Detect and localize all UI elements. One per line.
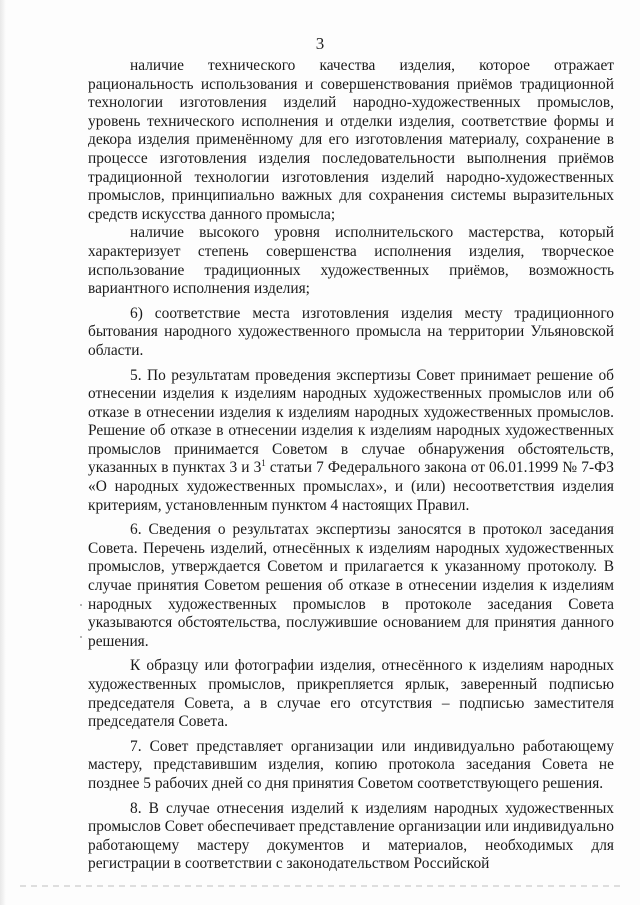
scan-speck xyxy=(80,604,82,606)
scan-edge-shadow xyxy=(0,0,6,905)
paragraph-label-attachment: К образцу или фотографии изделия, отнесённого к изделиям народных художественных промыслов, прикрепляется ярлык, заверенный подписью председателя Совета, а в случае его отсутствия – подписью заместителя председателя Совета. xyxy=(88,657,614,731)
paragraph-technical-quality: наличие технического качества изделия, которое отражает рациональность использования и совершенствования приёмов традиционной технологии изготовления изделий народно-художественных промыслов, уровень технического исполнения и отделки изделия, соответствие формы и декора изделия применённому для его изготовления материалу, сохранение в процессе изготовления изделия последовательности выполнения приёмов традиционной технологии изготовления изделий народно-художественных промыслов, принципиально важных для сохранения системы выразительных средств искусства данного промысла; xyxy=(88,57,614,223)
item-5-text-start: 5. По результатам проведения экспертизы Совет принимает решение об отнесении изделия к изделиям народных художественных промыслов или об отказе в отнесении изделия к изделиям народных художественных промыслов. Решение об отказе в отнесении изделия к изделиям народных художественных промыслов принимается Советом в случае обнаружения обстоятельств, указанных в пунктах 3 и 3 xyxy=(88,366,614,477)
document-body xyxy=(88,57,614,874)
paragraph-item-7: 7. Совет представляет организации или индивидуально работающему мастеру, представившим изделия, копию протокола заседания Совета не позднее 5 рабочих дней со дня принятия Советом соответствующего решения. xyxy=(88,737,614,792)
paragraph-item-5 xyxy=(88,367,614,516)
paragraph-mastery-level: наличие высокого уровня исполнительского мастерства, который характеризует степень совершенства исполнения изделия, творческое использование традиционных художественных приёмов, возможность вариантного исполнения изделия; xyxy=(88,224,614,298)
scan-speck xyxy=(80,636,82,638)
scan-bottom-noise xyxy=(20,885,620,887)
paragraph-item-8: 8. В случае отнесения изделий к изделиям народных художественных промыслов Совет обеспечивает представление организации или индивидуально работающему мастеру документов и материалов, необходимых для регистрации в соответствии с законодательством Российской xyxy=(88,799,614,873)
page-number: 3 xyxy=(315,34,325,53)
paragraph-criterion-6: 6) соответствие места изготовления изделия месту традиционного бытования народного художественного промысла на территории Ульяновской области. xyxy=(88,304,614,359)
paragraph-item-6: 6. Сведения о результатах экспертизы заносятся в протокол заседания Совета. Перечень изделий, отнесённых к изделиям народных художественных промыслов, утверждается Советом и прилагается к указанному протоколу. В случае принятия Советом решения об отказе в отнесении изделия к изделиям народных художественных промыслов в протоколе заседания Совета указываются обстоятельства, послужившие основанием для принятия данного решения. xyxy=(88,521,614,650)
item-5-superscript: 1 xyxy=(261,458,266,469)
item-5-text-end: статьи 7 Федерального закона от 06.01.1999 № 7-ФЗ «О народных художественных промыслах», и (или) несоответствия изделия критериям, установленным пунктом 4 настоящих Правил. xyxy=(88,459,614,514)
